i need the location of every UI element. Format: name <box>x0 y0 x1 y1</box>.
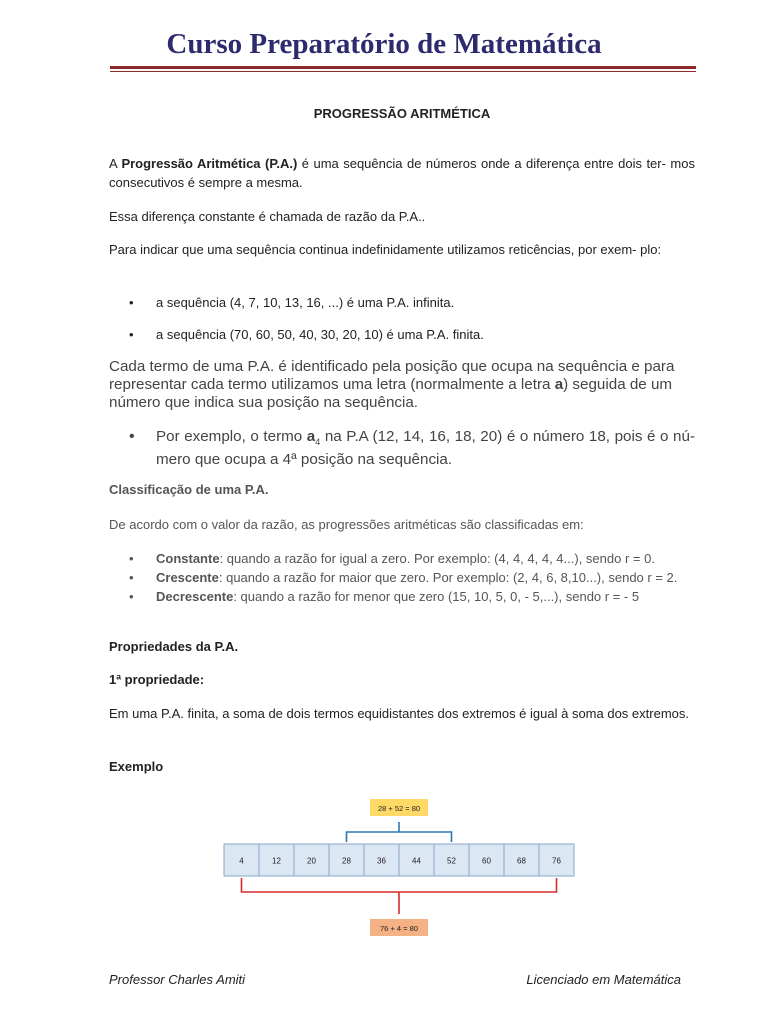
examples-list-2 <box>109 325 695 344</box>
list-item <box>109 568 695 587</box>
term-example-letter: a <box>306 428 316 445</box>
intro-rest: é uma sequência de números onde a diferença entre dois ter- mos consecutivos é sempre a mesma. <box>109 156 695 190</box>
intro-paragraph <box>109 154 695 192</box>
intro-bold-term: Progressão Aritmética (P.A.) <box>121 156 298 171</box>
sequence-value: 28 <box>342 856 351 866</box>
sequence-value: 12 <box>272 856 281 866</box>
list-item: • a sequência (70, 60, 50, 40, 30, 20, 10) é uma P.A. finita. <box>109 325 695 344</box>
ellipsis-paragraph: Para indicar que uma sequência continua indefinidamente utilizamos reticências, por exem- plo: <box>109 242 662 257</box>
list-item <box>109 428 695 469</box>
example-heading: Exemplo <box>109 759 164 774</box>
class-term: Constante <box>156 551 220 566</box>
class-term: Crescente <box>156 570 219 585</box>
list-item <box>109 587 695 606</box>
class-desc: : quando a razão for igual a zero. Por exemplo: (4, 4, 4, 4, 4...), sendo r = 0. <box>219 551 655 566</box>
sequence-value: 68 <box>517 856 526 866</box>
sequence-value: 60 <box>482 856 491 866</box>
footer-credential: Licenciado em Matemática <box>526 972 681 987</box>
term-example-sub: 4 <box>315 437 321 448</box>
title-rule-thin <box>110 71 696 72</box>
ratio-paragraph: Essa diferença constante é chamada de razão da P.A.. <box>109 209 426 224</box>
class-desc: : quando a razão for menor que zero (15, 10, 5, 0, - 5,...), sendo r = - 5 <box>233 589 640 604</box>
term-text-a: Cada termo de uma P.A. é identificado pela posição que ocupa na sequência e para representar cada termo utilizamos uma letra (normalmente a letra <box>109 358 675 393</box>
first-property-text: Em uma P.A. finita, a soma de dois termos equidistantes dos extremos é igual à soma dos extremos. <box>109 706 689 721</box>
classification-intro: De acordo com o valor da razão, as progressões aritméticas são classificadas em: <box>109 517 584 532</box>
class-term: Decrescente <box>156 589 234 604</box>
top-label: 28 + 52 = 80 <box>377 804 421 813</box>
footer-author: Professor Charles Amiti <box>109 972 246 987</box>
term-example-list <box>109 428 695 469</box>
term-text-c: ) seguida de um número que indica sua posição na sequência. <box>109 376 673 411</box>
sequence-value: 20 <box>307 856 316 866</box>
list-item: • a sequência (4, 7, 10, 13, 16, ...) é uma P.A. infinita. <box>109 293 695 312</box>
list-item <box>109 549 695 568</box>
classification-list <box>109 549 695 606</box>
term-example-a: Por exemplo, o termo <box>156 428 307 445</box>
page-title: Curso Preparatório de Matemática <box>166 28 602 60</box>
sequence-value: 76 <box>552 856 561 866</box>
bottom-label: 76 + 4 = 80 <box>380 924 418 933</box>
sequence-figure <box>222 796 582 944</box>
term-paragraph <box>109 358 695 412</box>
sequence-value: 36 <box>377 856 386 866</box>
properties-heading: Propriedades da P.A. <box>109 639 239 654</box>
class-desc: : quando a razão for maior que zero. Por exemplo: (2, 4, 6, 8,10...), sendo r = 2. <box>218 570 678 585</box>
section-title: PROGRESSÃO ARITMÉTICA <box>313 106 491 121</box>
title-rule-thick <box>110 66 696 69</box>
term-letter: a <box>554 376 564 393</box>
sequence-value: 4 <box>239 856 244 866</box>
first-property-heading: 1ª propriedade: <box>109 672 205 687</box>
sequence-value: 44 <box>412 856 421 866</box>
term-example-c: na P.A (12, 14, 16, 18, 20) é o número 18, pois é o nú- mero que ocupa a 4ª posição na sequência. <box>156 428 695 469</box>
examples-list <box>109 293 695 312</box>
intro-lead: A <box>109 156 122 171</box>
sequence-value: 52 <box>447 856 456 866</box>
classification-heading: Classificação de uma P.A. <box>109 482 269 497</box>
